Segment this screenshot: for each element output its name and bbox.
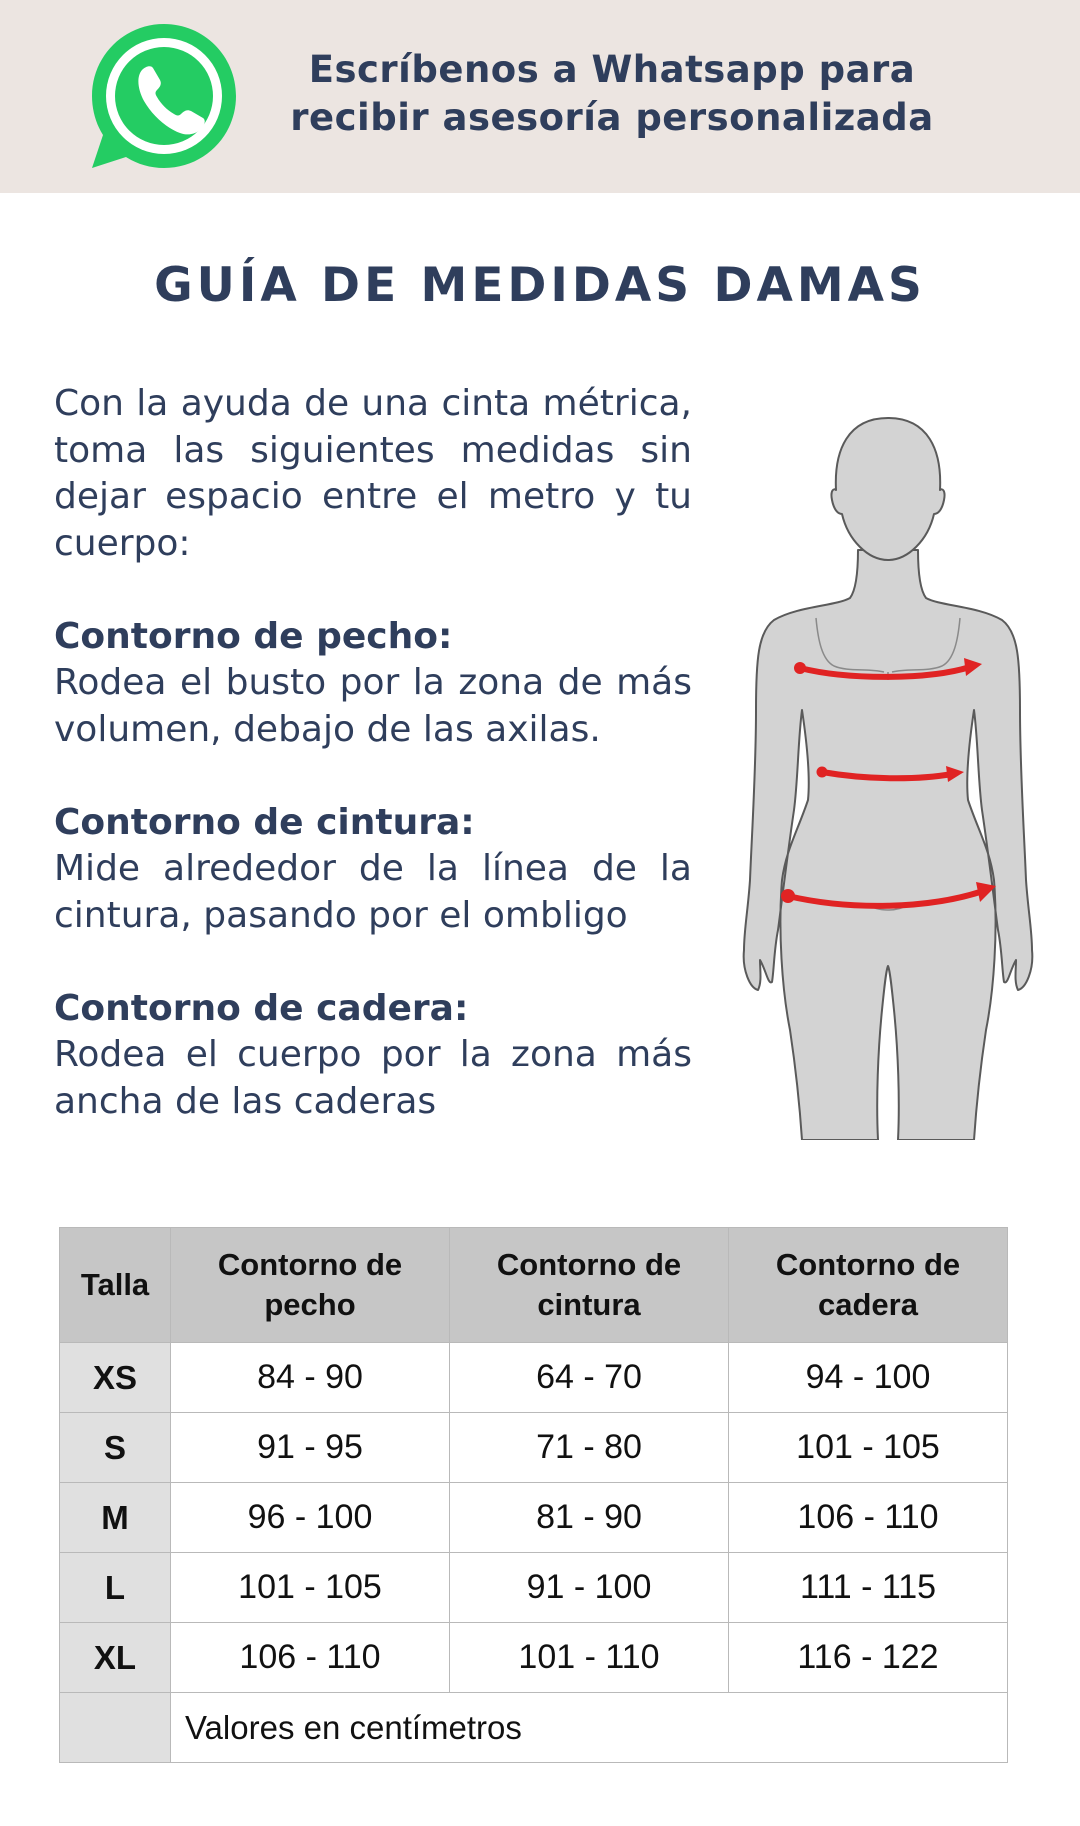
measure-hip <box>54 986 692 1126</box>
hip-cell: 94 - 100 <box>729 1343 1008 1413</box>
size-cell: L <box>60 1553 171 1623</box>
chest-cell: 96 - 100 <box>171 1483 450 1553</box>
banner-line-1: Escríbenos a Whatsapp para <box>308 48 916 91</box>
banner-message <box>262 46 962 142</box>
intro-paragraph: Con la ayuda de una cinta métrica, toma las siguientes medidas sin dejar espacio entre el metro y tu cuerpo: <box>54 383 692 564</box>
banner-line-2: recibir asesoría personalizada <box>290 96 934 139</box>
page-title: GUÍA DE MEDIDAS DAMAS <box>154 258 926 313</box>
table-row <box>60 1413 1008 1483</box>
measure-waist-text: Mide alrededor de la línea de la cintura, pasando por el ombligo <box>54 848 692 936</box>
size-cell: S <box>60 1413 171 1483</box>
size-cell: M <box>60 1483 171 1553</box>
units-note: Valores en centímetros <box>171 1693 1008 1763</box>
measure-chest-text: Rodea el busto por la zona de más volumen, debajo de las axilas. <box>54 662 692 750</box>
whatsapp-banner[interactable] <box>0 0 1080 193</box>
measuring-instructions <box>54 381 692 1172</box>
body-silhouette-icon <box>738 410 1038 1140</box>
size-cell: XL <box>60 1623 171 1693</box>
waist-cell: 101 - 110 <box>450 1623 729 1693</box>
size-cell: XS <box>60 1343 171 1413</box>
table-row <box>60 1623 1008 1693</box>
note-blank-cell <box>60 1693 171 1763</box>
header-size: Talla <box>60 1228 171 1343</box>
measure-hip-heading: Contorno de cadera: <box>54 987 469 1029</box>
chest-cell: 84 - 90 <box>171 1343 450 1413</box>
table-row <box>60 1483 1008 1553</box>
hip-cell: 116 - 122 <box>729 1623 1008 1693</box>
hip-cell: 106 - 110 <box>729 1483 1008 1553</box>
header-chest: Contorno de pecho <box>171 1228 450 1343</box>
chest-cell: 101 - 105 <box>171 1553 450 1623</box>
waist-cell: 81 - 90 <box>450 1483 729 1553</box>
table-note-row <box>60 1693 1008 1763</box>
measure-hip-text: Rodea el cuerpo por la zona más ancha de las caderas <box>54 1034 692 1122</box>
waist-cell: 91 - 100 <box>450 1553 729 1623</box>
chest-cell: 106 - 110 <box>171 1623 450 1693</box>
hip-cell: 101 - 105 <box>729 1413 1008 1483</box>
whatsapp-icon[interactable] <box>84 18 244 176</box>
waist-cell: 71 - 80 <box>450 1413 729 1483</box>
measure-waist-heading: Contorno de cintura: <box>54 801 475 843</box>
table-row <box>60 1343 1008 1413</box>
header-waist: Contorno de cintura <box>450 1228 729 1343</box>
header-hip: Contorno de cadera <box>729 1228 1008 1343</box>
size-chart-table <box>59 1227 1008 1763</box>
measure-chest <box>54 614 692 754</box>
measure-waist <box>54 800 692 940</box>
measure-chest-heading: Contorno de pecho: <box>54 615 453 657</box>
table-row <box>60 1553 1008 1623</box>
waist-cell: 64 - 70 <box>450 1343 729 1413</box>
chest-cell: 91 - 95 <box>171 1413 450 1483</box>
table-header-row <box>60 1228 1008 1343</box>
hip-cell: 111 - 115 <box>729 1553 1008 1623</box>
